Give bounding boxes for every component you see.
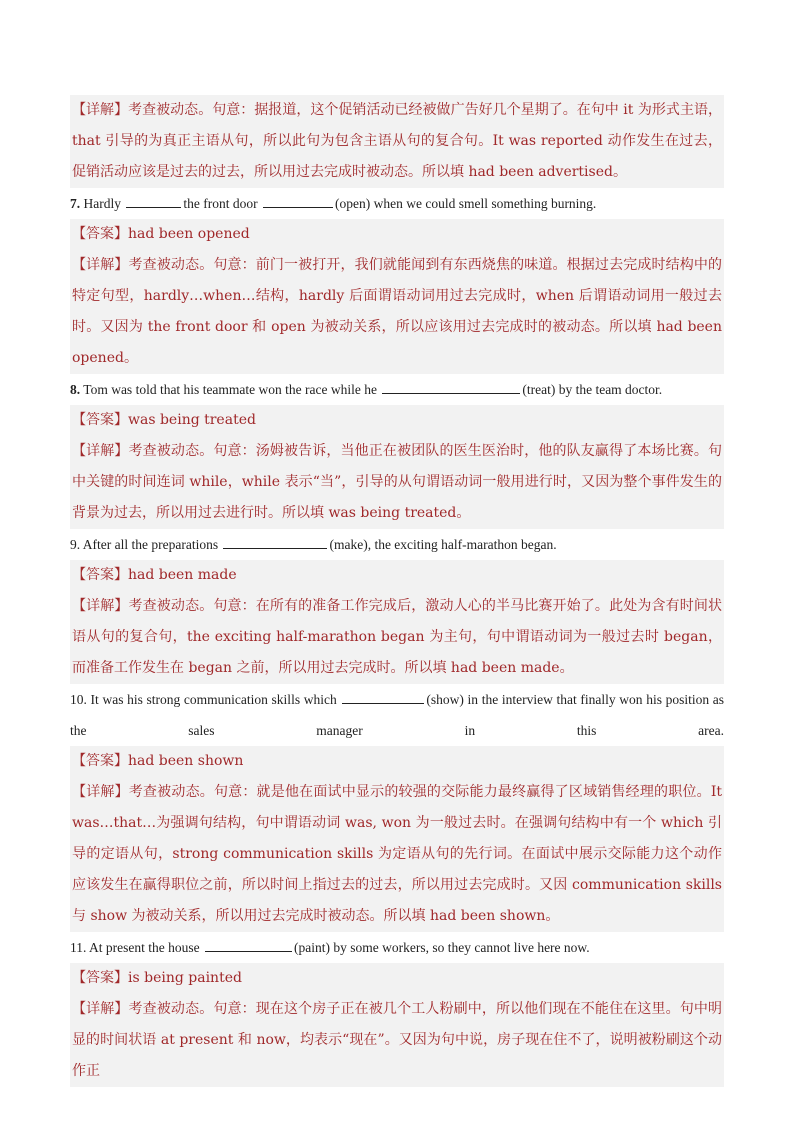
answer-blank[interactable]: [342, 689, 424, 704]
answer-line: 【答案】had been shown: [70, 746, 724, 777]
explanation-paragraph: 【详解】考查被动态。句意：在所有的准备工作完成后，激动人心的半马比赛开始了。此处为含有时间状语从句的复合句，the exciting half-marathon began 为主句，句中谓语动词为一般过去时 began，而准备工作发生在 began 之前，所以用过去完成时。所以填 had been made。: [70, 591, 724, 684]
question-item: [70, 374, 724, 405]
question-text: (show) in the interview that finally won his position as the sales manager in this area.: [70, 692, 725, 738]
question-text: After all the preparations: [82, 537, 219, 552]
question-number: 11.: [70, 940, 87, 955]
explanation-paragraph: 【详解】考查被动态。句意：现在这个房子正在被几个工人粉刷中，所以他们现在不能住在这里。句中明显的时间状语 at present 和 now，均表示“现在”。又因为句中说，房子现在住不了，说明被粉刷这个动作正: [70, 994, 724, 1087]
question-number: 7.: [70, 196, 81, 211]
explanation-paragraph: 【详解】考查被动态。句意：据报道，这个促销活动已经被做广告好几个星期了。在句中 it 为形式主语，that 引导的为真正主语从句，所以此句为包含主语从句的复合句。It was reported 动作发生在过去，促销活动应该是过去的过去，所以用过去完成时被动态。所以填 had been advertised。: [70, 95, 724, 188]
question-number: 9.: [70, 537, 81, 552]
answer-line: 【答案】was being treated: [70, 405, 724, 436]
question-text: (treat) by the team doctor.: [522, 382, 663, 397]
answer-line: 【答案】had been opened: [70, 219, 724, 250]
explanation-paragraph: 【详解】考查被动态。句意：汤姆被告诉，当他正在被团队的医生医治时，他的队友赢得了本场比赛。句中关键的时间连词 while，while 表示“当”，引导的从句谓语动词一般用进行时，又因为整个事件发生的背景为过去，所以用过去进行时。所以填 was being treated。: [70, 436, 724, 529]
answer-blank[interactable]: [382, 379, 520, 394]
question-text: (open) when we could smell something burning.: [334, 196, 597, 211]
answer-blank[interactable]: [205, 937, 292, 952]
explanation-paragraph: 【详解】考查被动态。句意：就是他在面试中显示的较强的交际能力最终赢得了区域销售经理的职位。It was…that…为强调句结构，句中谓语动词 was, won 为一般过去时。在强调句结构中有一个 which 引导的定语从句，strong communication skills 为定语从句的先行词。在面试中展示交际能力这个动作应该发生在赢得职位之前，所以时间上指过去的过去，所以用过去完成时。又因 communication skills 与 show 为被动关系，所以用过去完成时被动态。所以填 had been shown。: [70, 777, 724, 932]
document-content: [70, 95, 724, 1087]
question-text: Hardly: [83, 196, 121, 211]
explanation-paragraph: 【详解】考查被动态。句意：前门一被打开，我们就能闻到有东西烧焦的味道。根据过去完成时结构中的特定句型，hardly…when…结构，hardly 后面谓语动词用过去完成时，when 后谓语动词用一般过去时。又因为 the front door 和 open 为被动关系，所以应该用过去完成时的被动态。所以填 had been opened。: [70, 250, 724, 374]
question-text: At present the house: [89, 940, 200, 955]
question-number: 10.: [70, 692, 87, 707]
question-item: [70, 529, 724, 560]
question-item: [70, 932, 724, 963]
answer-blank[interactable]: [263, 193, 333, 208]
answer-line: 【答案】had been made: [70, 560, 724, 591]
question-number: 8.: [70, 382, 81, 397]
question-text: It was his strong communication skills which: [90, 692, 337, 707]
question-text: Tom was told that his teammate won the race while he: [83, 382, 377, 397]
question-item: [70, 188, 724, 219]
question-text: (make), the exciting half-marathon began.: [329, 537, 557, 552]
question-text: (paint) by some workers, so they cannot live here now.: [294, 940, 590, 955]
answer-line: 【答案】is being painted: [70, 963, 724, 994]
question-text: the front door: [183, 196, 258, 211]
answer-blank[interactable]: [223, 534, 327, 549]
question-item: [70, 684, 724, 746]
answer-blank[interactable]: [126, 193, 181, 208]
